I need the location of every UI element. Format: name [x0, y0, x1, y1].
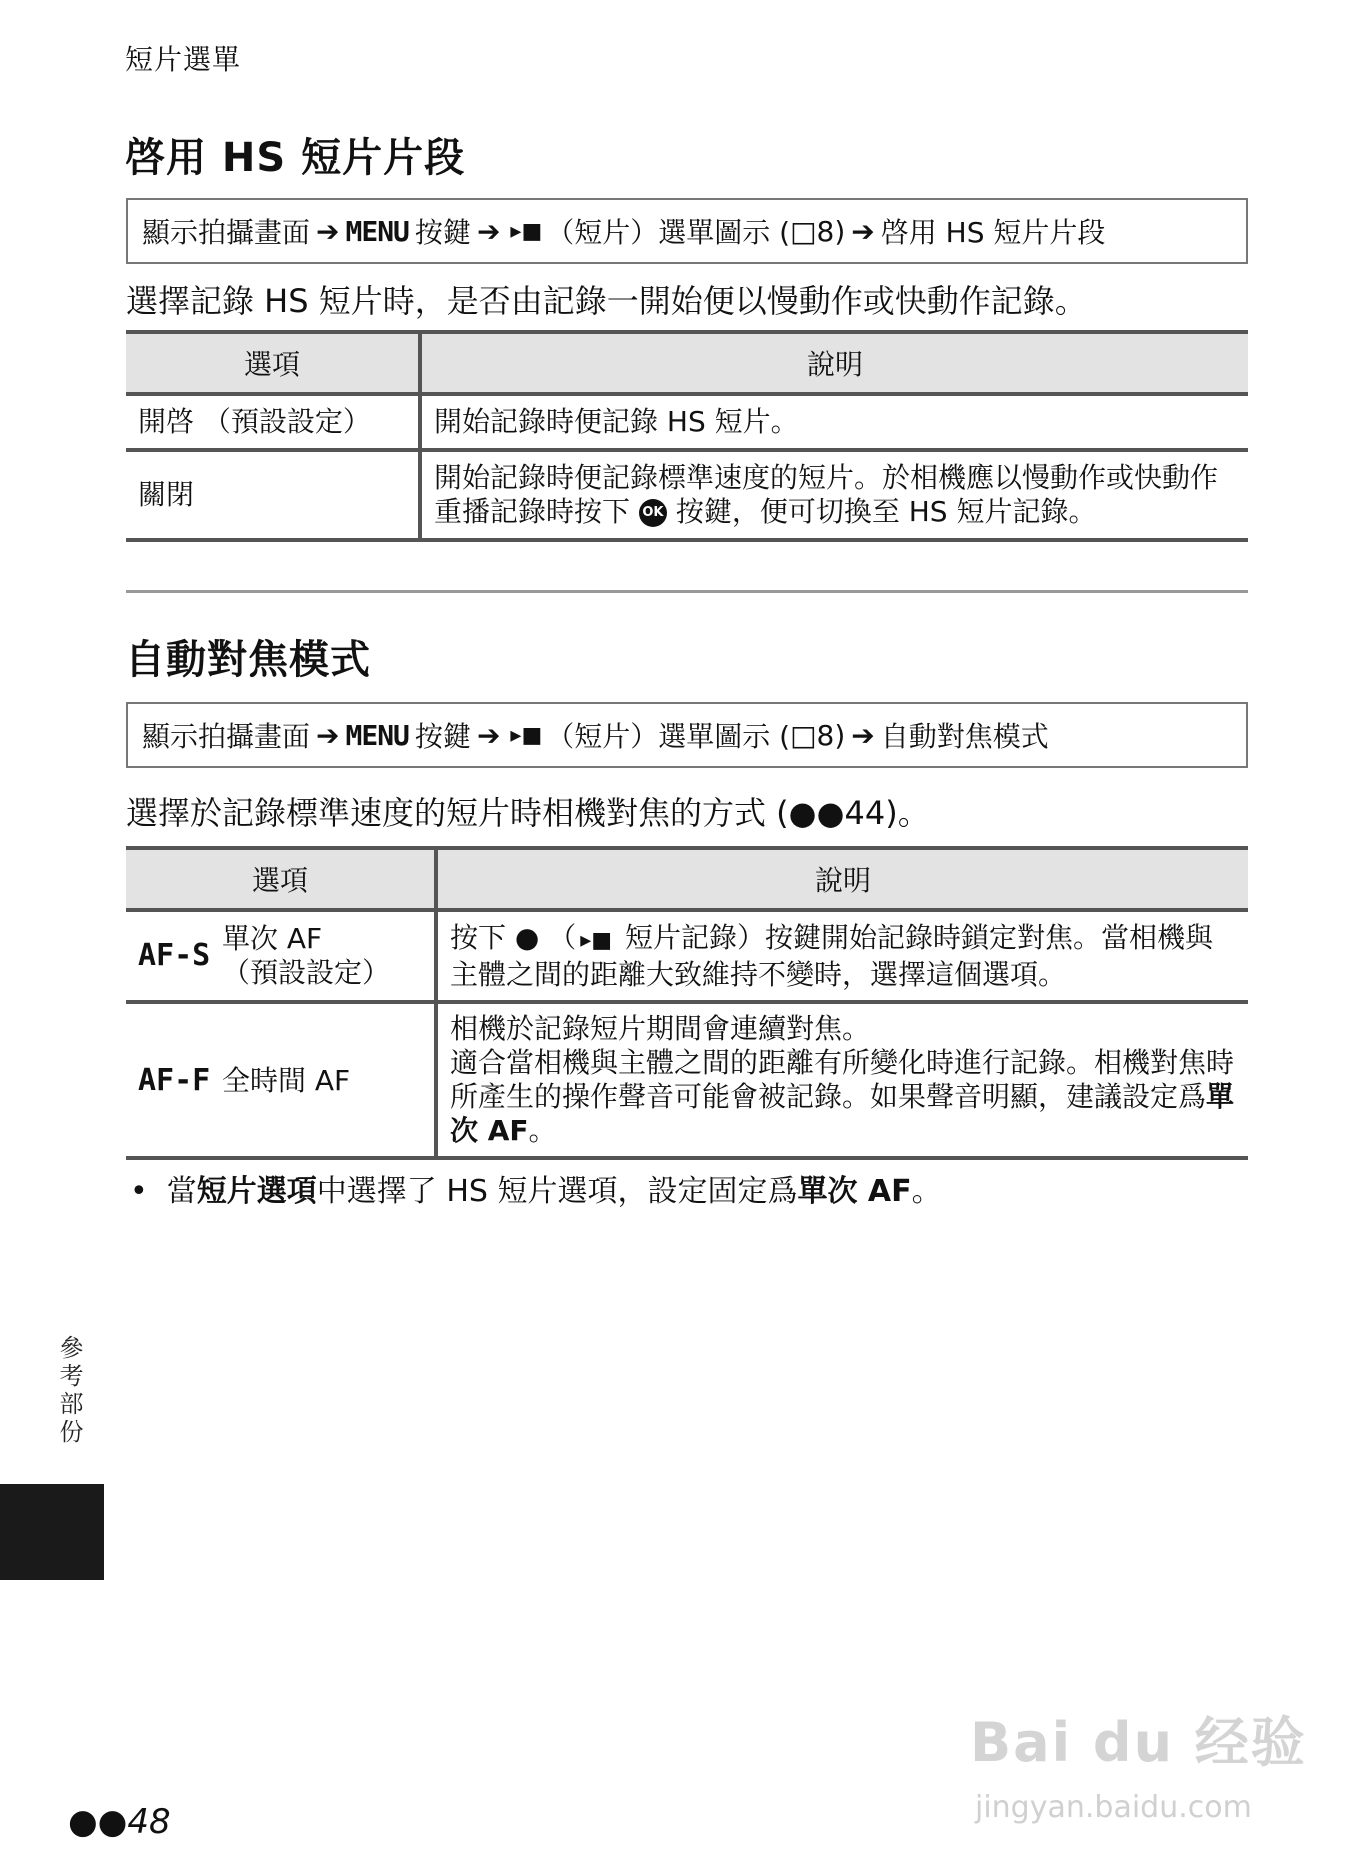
- path-ref: 8): [816, 718, 846, 752]
- option-af-f-desc: 相機於記錄短片期間會連續對焦。 適合當相機與主體之間的距離有所變化時進行記錄。相機對焦時所產生的操作聲音可能會被記錄。如果聲音明顯，建議設定爲單次 AF。: [436, 1002, 1248, 1158]
- path-movie-label: （短片）選單圖示 (: [546, 720, 791, 753]
- path-end: 自動對焦模式: [880, 720, 1049, 753]
- running-header: 短片選單: [125, 43, 242, 76]
- option-af-s-desc: 按下 ● （ ▸■ 短片記錄）按鍵開始記錄時鎖定對焦。當相機與主體之間的距離大致維持不變時，選擇這個選項。: [436, 910, 1248, 1002]
- arrow-right-icon: ➔: [851, 718, 875, 752]
- watermark-url: jingyan.baidu.com: [975, 1790, 1252, 1825]
- movie-menu-icon: ▸■: [510, 722, 543, 748]
- path-end: 啓用 HS 短片片段: [880, 216, 1106, 249]
- arrow-right-icon: ➔: [851, 214, 875, 248]
- hs-description: 選擇記錄 HS 短片時，是否由記錄一開始便以慢動作或快動作記錄。: [126, 282, 1087, 320]
- col-header-option: 選項: [126, 332, 420, 394]
- section-divider: [126, 590, 1248, 593]
- af-f-icon: AF-F: [138, 1062, 211, 1098]
- arrow-right-icon: ➔: [476, 214, 501, 248]
- book-ref-icon: □: [790, 718, 817, 752]
- menu-button-label: MENU: [345, 718, 409, 752]
- col-header-option: 選項: [126, 848, 436, 910]
- page-number: ●●48: [68, 1802, 171, 1842]
- option-off: 關閉: [126, 450, 420, 540]
- path-ref: 8): [816, 214, 846, 248]
- reference-section-icon: ●●: [68, 1802, 128, 1842]
- arrow-right-icon: ➔: [316, 718, 340, 752]
- hs-options-table: [126, 330, 1248, 542]
- af-note: • 當短片選項中選擇了 HS 短片選項，設定固定爲單次 AF。: [130, 1174, 942, 1209]
- hs-section-title: 啓用 HS 短片片段: [125, 135, 466, 181]
- col-header-desc: 說明: [420, 332, 1248, 394]
- col-header-desc: 說明: [436, 848, 1248, 910]
- movie-menu-icon: ▸■: [510, 218, 543, 244]
- option-on-desc: 開始記錄時便記錄 HS 短片。: [420, 394, 1248, 450]
- book-ref-icon: □: [790, 214, 817, 248]
- menu-button-label: MENU: [345, 214, 409, 248]
- bullet-icon: •: [130, 1174, 167, 1209]
- reference-section-icon: ●●: [788, 794, 845, 832]
- side-tab-label: 參考部份: [55, 1335, 83, 1447]
- option-af-f: AF-F 全時間 AF: [126, 1002, 436, 1158]
- arrow-right-icon: ➔: [476, 718, 501, 752]
- af-section-title: 自動對焦模式: [125, 637, 371, 683]
- af-options-table: [126, 846, 1248, 1160]
- side-tab-marker: [0, 1484, 104, 1580]
- af-menu-path: [126, 702, 1248, 768]
- option-off-desc: 開始記錄時便記錄標準速度的短片。於相機應以慢動作或快動作重播記錄時按下 OK 按鍵，便可切換至 HS 短片記錄。: [420, 450, 1248, 540]
- path-start: 顯示拍攝畫面: [142, 720, 311, 753]
- path-button-word: 按鍵: [414, 216, 471, 249]
- option-af-s: AF-S 單次 AF （預設設定）: [126, 910, 436, 1002]
- ok-button-icon: OK: [639, 499, 667, 527]
- arrow-right-icon: ➔: [316, 214, 340, 248]
- af-description: 選擇於記錄標準速度的短片時相機對焦的方式 (●●44)。: [126, 794, 930, 832]
- movie-menu-icon: ▸■: [580, 927, 613, 953]
- option-on: 開啓 （預設設定）: [126, 394, 420, 450]
- af-s-icon: AF-S: [138, 938, 211, 973]
- path-movie-label: （短片）選單圖示 (: [546, 216, 791, 249]
- watermark-logo: Bai du 经验: [970, 1711, 1307, 1774]
- path-start: 顯示拍攝畫面: [142, 216, 311, 249]
- path-button-word: 按鍵: [414, 720, 471, 753]
- hs-menu-path: [126, 198, 1248, 264]
